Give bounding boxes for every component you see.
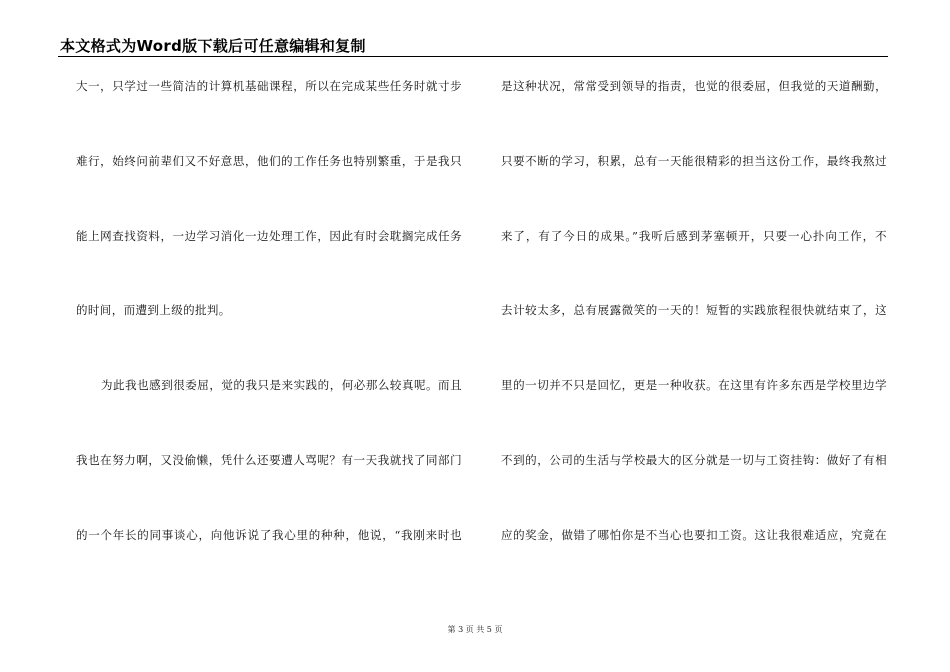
text-line: 大一，只学过一些简洁的计算机基础课程，所以在完成某些任务时就寸步 xyxy=(76,79,462,93)
text-line: 能上网查找资料，一边学习消化一边处理工作，因此有时会耽搁完成任务 xyxy=(76,229,462,243)
text-line: 是这种状况，常常受到领导的指责，也觉的很委屈，但我觉的天道酬勤， xyxy=(501,79,887,93)
document-header-title: 本文格式为Word版下载后可任意编辑和复制 xyxy=(60,37,366,55)
text-line: 我也在努力啊，又没偷懒，凭什么还要遭人骂呢？有一天我就找了同部门 xyxy=(76,453,462,467)
text-line: 应的奖金，做错了哪怕你是不当心也要扣工资。这让我很难适应，究竟在 xyxy=(501,528,887,542)
text-line: 不到的，公司的生活与学校最大的区分就是一切与工资挂钩：做好了有相 xyxy=(501,453,887,467)
page-indicator: 第 3 页 共 5 页 xyxy=(447,625,503,634)
text-line: 来了，有了今日的成果。”我听后感到茅塞顿开，只要一心扑向工作，不 xyxy=(501,229,887,243)
text-line: 去计较太多，总有展露微笑的一天的！短暂的实践旅程很快就结束了，这 xyxy=(501,303,887,317)
text-line: 里的一切并不只是回忆，更是一种收获。在这里有许多东西是学校里边学 xyxy=(501,378,887,392)
text-line: 的时间，而遭到上级的批判。 xyxy=(76,303,231,317)
text-line: 为此我也感到很委屈，觉的我只是来实践的，何必那么较真呢。而且 xyxy=(101,378,462,392)
text-line: 的一个年长的同事谈心，向他诉说了我心里的种种，他说，“我刚来时也 xyxy=(76,528,462,542)
text-line: 只要不断的学习，积累，总有一天能很精彩的担当这份工作，最终我熬过 xyxy=(501,154,887,168)
text-line: 难行，始终问前辈们又不好意思，他们的工作任务也特别繁重，于是我只 xyxy=(76,154,462,168)
header-divider xyxy=(58,56,888,57)
